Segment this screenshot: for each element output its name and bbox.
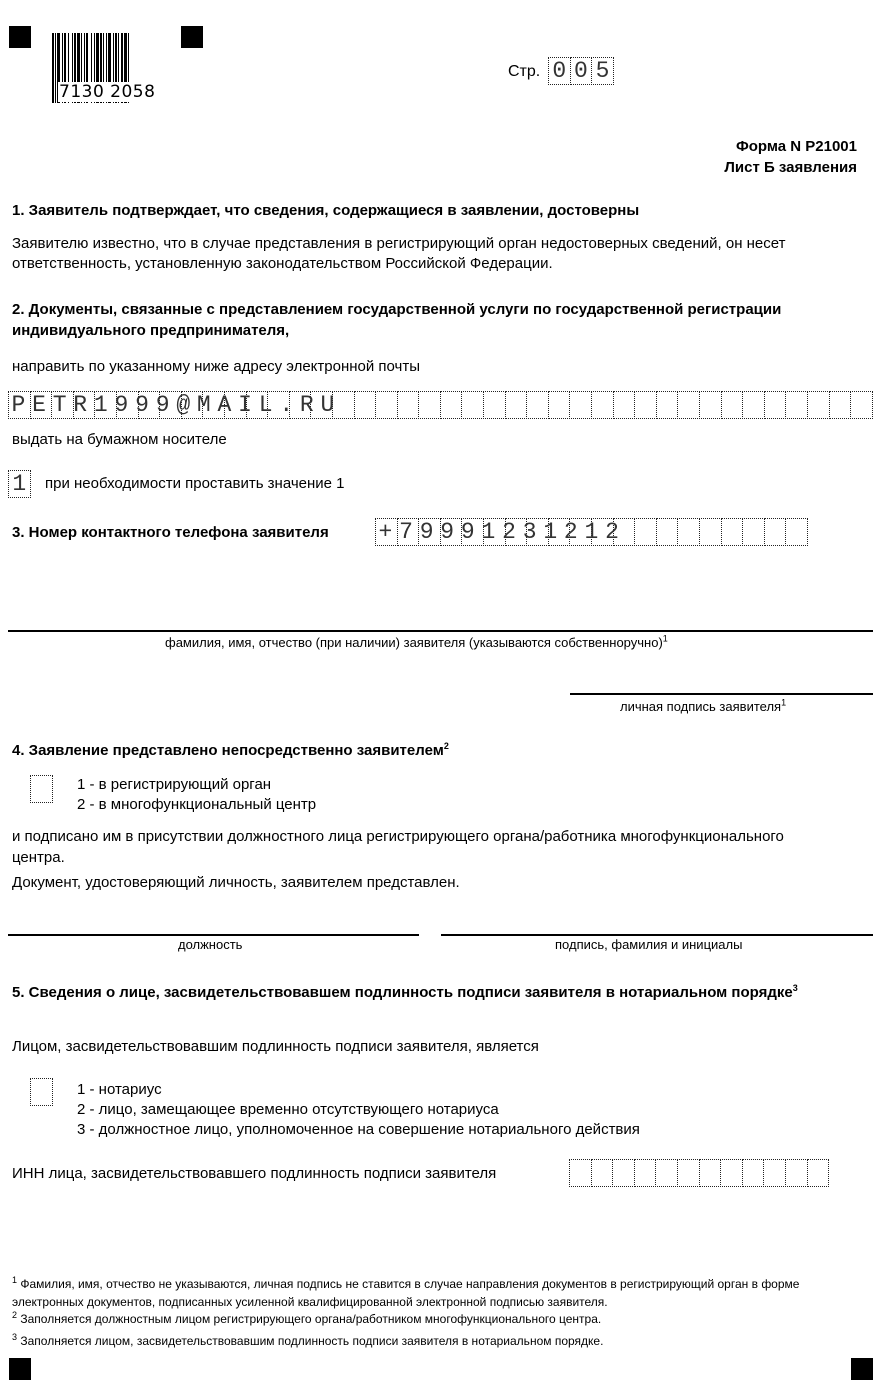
section4-option2: 2 - в многофункциональный центр — [77, 796, 317, 813]
char-cell — [807, 1159, 830, 1187]
section4-text-line2: центра. — [12, 849, 65, 866]
char-cell — [699, 1159, 722, 1187]
char-cell — [634, 518, 657, 546]
char-cell — [742, 518, 765, 546]
page-label: Стр. — [508, 63, 541, 80]
char-cell — [785, 1159, 808, 1187]
char-cell — [634, 1159, 657, 1187]
fio-footnote-ref: 1 — [662, 633, 668, 644]
section1-title: 1. Заявитель подтверждает, что сведения, содержащиеся в заявлении, достоверны — [12, 202, 640, 219]
char-cell — [440, 391, 463, 419]
corner-marker-bottom-left — [9, 1358, 31, 1380]
section1-text-line2: ответственность, установленную законодательством Российской Федерации. — [12, 255, 553, 272]
corner-marker-bottom-right — [851, 1358, 873, 1380]
char-cell — [742, 1159, 765, 1187]
footnote-1-line1 — [12, 1276, 799, 1293]
footnote-3-marker: 3 — [12, 1332, 18, 1342]
section2-title-line2: индивидуального предпринимателя, — [12, 322, 290, 339]
char-cell — [699, 518, 722, 546]
char-cell — [613, 391, 636, 419]
section2-title-line1: 2. Документы, связанные с представлением государственной услуги по государственной регистрации — [12, 301, 782, 318]
email-value[interactable]: PETR1999@MAIL.RU — [11, 392, 342, 418]
section5-option1: 1 - нотариус — [77, 1081, 162, 1098]
official-signature-line[interactable] — [441, 934, 873, 936]
char-cell: 0 — [548, 57, 571, 85]
corner-marker-top-right — [181, 26, 203, 48]
char-cell: 1 — [8, 470, 31, 498]
section4-text-line3: Документ, удостоверяющий личность, заявителем представлен. — [12, 874, 460, 891]
paper-copy-field[interactable] — [8, 470, 30, 498]
section4-option1: 1 - в регистрирующий орган — [77, 776, 272, 793]
fio-caption-text: фамилия, имя, отчество (при наличии) заявителя (указываются собственноручно) — [165, 635, 663, 650]
char-cell — [829, 391, 852, 419]
section5-option3: 3 - должностное лицо, уполномоченное на совершение нотариального действия — [77, 1121, 640, 1138]
char-cell — [461, 391, 484, 419]
phone-field[interactable] — [375, 518, 809, 546]
char-cell — [418, 391, 441, 419]
char-cell — [850, 391, 873, 419]
corner-marker-top-left — [9, 26, 31, 48]
position-line[interactable] — [8, 934, 419, 936]
barcode-bar — [55, 33, 56, 103]
signature-line[interactable] — [570, 693, 873, 695]
section5-footnote-ref: 3 — [792, 983, 798, 993]
footnote-2 — [12, 1311, 601, 1328]
section5-option2: 2 - лицо, замещающее временно отсутствующего нотариуса — [77, 1101, 499, 1118]
section4-title — [12, 740, 449, 761]
char-cell: 5 — [591, 57, 614, 85]
char-cell — [764, 518, 787, 546]
barcode-number: 7130 2058 — [59, 82, 156, 102]
barcode-bar — [52, 33, 54, 103]
char-cell — [677, 518, 700, 546]
char-cell — [397, 391, 420, 419]
official-signature-caption: подпись, фамилия и инициалы — [555, 937, 743, 952]
signature-caption — [620, 699, 786, 714]
signature-caption-text: личная подпись заявителя — [620, 699, 782, 714]
footnote-3-text: Заполняется лицом, засвидетельствовавшим подлинность подписи заявителя в нотариальном порядке. — [20, 1334, 604, 1348]
char-cell — [677, 1159, 700, 1187]
char-cell — [656, 391, 679, 419]
char-cell — [785, 391, 808, 419]
footnote-2-text: Заполняется должностным лицом регистрирующего органа/работником многофункционального центра. — [20, 1312, 602, 1326]
footnote-1-text: Фамилия, имя, отчество не указываются, личная подпись не ставится в случае направления документов в регистрирующий орган в форме — [20, 1277, 800, 1291]
page-number-field — [548, 57, 613, 85]
section5-person-label: Лицом, засвидетельствовавшим подлинность подписи заявителя, является — [12, 1038, 539, 1055]
form-name: Форма N Р21001 — [735, 138, 857, 155]
signature-footnote-ref: 1 — [781, 697, 787, 708]
char-cell — [655, 1159, 678, 1187]
char-cell — [375, 391, 398, 419]
position-caption: должность — [178, 937, 243, 952]
char-cell — [785, 518, 808, 546]
char-cell — [354, 391, 377, 419]
char-cell — [569, 1159, 592, 1187]
section4-text-line1: и подписано им в присутствии должностного лица регистрирующего органа/работника многофункционального — [12, 828, 784, 845]
section5-title-text: 5. Сведения о лице, засвидетельствовавшем подлинность подписи заявителя в нотариальном порядке — [12, 984, 793, 1001]
section4-title-text: 4. Заявление представлено непосредственно заявителем — [12, 742, 444, 759]
paper-label: выдать на бумажном носителе — [12, 431, 227, 448]
char-cell — [591, 391, 614, 419]
email-field[interactable] — [8, 391, 874, 419]
char-cell — [656, 518, 679, 546]
char-cell — [677, 391, 700, 419]
char-cell — [763, 1159, 786, 1187]
char-cell — [807, 391, 830, 419]
footnote-2-marker: 2 — [12, 1310, 18, 1320]
section3-title: 3. Номер контактного телефона заявителя — [12, 524, 329, 541]
fio-caption — [165, 635, 668, 650]
char-cell — [526, 391, 549, 419]
inn-field[interactable] — [569, 1159, 828, 1187]
footnote-3 — [12, 1333, 603, 1350]
submission-type-checkbox[interactable] — [30, 775, 53, 803]
char-cell — [569, 391, 592, 419]
char-cell — [634, 391, 657, 419]
inn-label: ИНН лица, засвидетельствовавшего подлинность подписи заявителя — [12, 1165, 497, 1182]
fio-line[interactable] — [8, 630, 873, 632]
char-cell — [721, 518, 744, 546]
char-cell — [699, 391, 722, 419]
char-cell — [505, 391, 528, 419]
char-cell — [612, 1159, 635, 1187]
char-cell: 0 — [570, 57, 593, 85]
notary-type-checkbox[interactable] — [30, 1078, 53, 1106]
char-cell — [721, 391, 744, 419]
char-cell — [591, 1159, 614, 1187]
section1-text-line1: Заявителю известно, что в случае представления в регистрирующий орган недостоверных сведений, он несет — [12, 235, 786, 252]
char-cell — [764, 391, 787, 419]
sheet-name: Лист Б заявления — [724, 159, 857, 176]
footnote-1-line2: электронных документов, подписанных усиленной квалифицированной электронной подписью заявителя. — [12, 1295, 608, 1309]
phone-value[interactable]: +79991231212 — [378, 519, 626, 545]
footnote-1-marker: 1 — [12, 1275, 18, 1285]
char-cell — [548, 391, 571, 419]
email-label: направить по указанному ниже адресу электронной почты — [12, 358, 421, 375]
char-cell — [742, 391, 765, 419]
char-cell — [483, 391, 506, 419]
section5-title — [12, 982, 798, 1003]
section4-footnote-ref: 2 — [443, 741, 449, 751]
paper-hint: при необходимости проставить значение 1 — [45, 475, 345, 492]
char-cell — [720, 1159, 743, 1187]
